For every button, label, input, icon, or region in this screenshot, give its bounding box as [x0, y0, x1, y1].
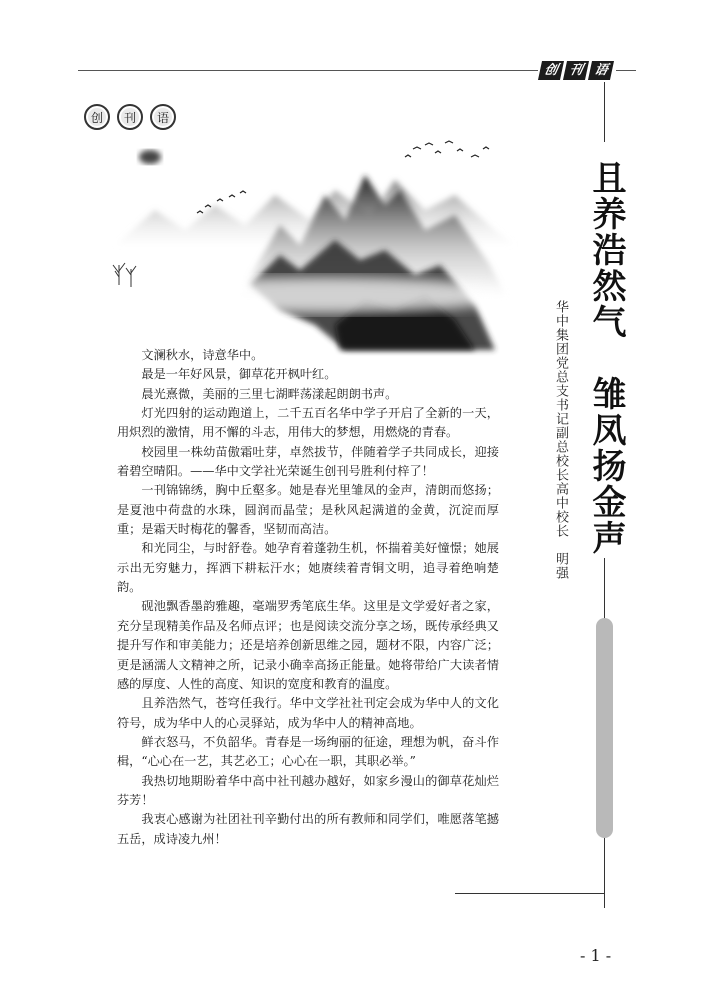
bottom-rule: [455, 893, 605, 894]
body-paragraph: 一刊锦锦绣，胸中丘壑多。她是春光里雏凤的金声，清朗而悠扬；是夏池中荷盘的水珠，圆润而晶莹；是秋风起满道的金黄，沉淀而厚重；是霜天时梅花的馨香，坚韧而高洁。: [117, 483, 499, 537]
body-paragraph: 且养浩然气，苍穹任我行。华中文学社社刊定会成为华中人的文化符号，成为华中人的心灵驿站，成为华中人的精神高地。: [117, 696, 499, 730]
circle-title: [84, 104, 176, 130]
mist-band: [135, 277, 515, 313]
article-title: 且养浩然气 雏凤扬金声: [586, 160, 626, 556]
article-body: [117, 346, 499, 849]
body-paragraph: 和光同尘，与时舒卷。她孕育着蓬勃生机，怀揣着美好憧憬；她展示出无穷魅力，挥洒下耕耘汗水；她赓续着青铜文明，追寻着绝响楚韵。: [117, 541, 499, 595]
body-paragraph: 鲜衣怒马，不负韶华。青春是一场绚丽的征途，理想为帆，奋斗作楫，“心心在一艺，其艺必工；心心在一职，其职必举。”: [117, 734, 499, 769]
body-paragraph: 最是一年好风景，御草花开枫叶红。: [141, 367, 337, 382]
author-line: 华中集团党总支书记副总校长高中校长 明强: [553, 300, 568, 580]
circle-title-char: 刊: [117, 104, 143, 130]
section-tag: [540, 61, 612, 80]
body-paragraph: 我衷心感谢为社团社刊辛勤付出的所有教师和同学们，唯愿落笔撼五岳，成诗凌九州！: [117, 812, 499, 846]
circle-title-char: 创: [84, 104, 110, 130]
section-tag-char: 语: [588, 61, 614, 80]
body-paragraph: 晨光熹微，美丽的三里七湖畔荡漾起朗朗书声。: [141, 386, 398, 401]
ink-landscape-illustration: [95, 135, 525, 365]
moon-shape: [139, 150, 161, 164]
header-rule-left: [78, 70, 538, 71]
body-paragraph: 砚池飘香墨韵雅趣，毫端罗秀笔底生华。这里是文学爱好者之家，充分呈现精美作品及名师点评；也是阅读交流分享之场，既传承经典又提升写作和审美能力；还是培养创新思维之园，题材不限，内容广泛；更是涵濡人文精神之所，记录小确幸高扬正能量。她将带给广大读者情感的厚度、人性的高度、知识的宽度和教育的温度。: [117, 599, 499, 691]
page-number: - 1 -: [580, 946, 612, 965]
section-tag-char: 刊: [563, 61, 589, 80]
circle-title-char: 语: [150, 104, 176, 130]
bare-trees: [113, 263, 136, 287]
body-paragraph: 校园里一株幼苗傲霜吐芽，卓然拔节，伴随着学子共同成长，迎接着碧空晴阳。——华中文学社光荣诞生创刊号胜利付梓了！: [117, 444, 499, 479]
title-rule-top: [604, 82, 605, 142]
section-tag-char: 创: [538, 61, 564, 80]
header-rule-right: [616, 70, 636, 71]
body-paragraph: 文澜秋水，诗意华中。: [141, 348, 264, 362]
body-paragraph: 灯光四射的运动跑道上，二千五百名华中学子开启了全新的一天，用炽烈的激情，用不懈的斗志，用伟大的梦想，用燃烧的青春。: [117, 406, 499, 440]
body-paragraph: 我热切地期盼着华中高中社刊越办越好，如家乡漫山的御草花灿烂芬芳！: [117, 773, 499, 807]
decorative-pill-bar: [596, 618, 613, 838]
